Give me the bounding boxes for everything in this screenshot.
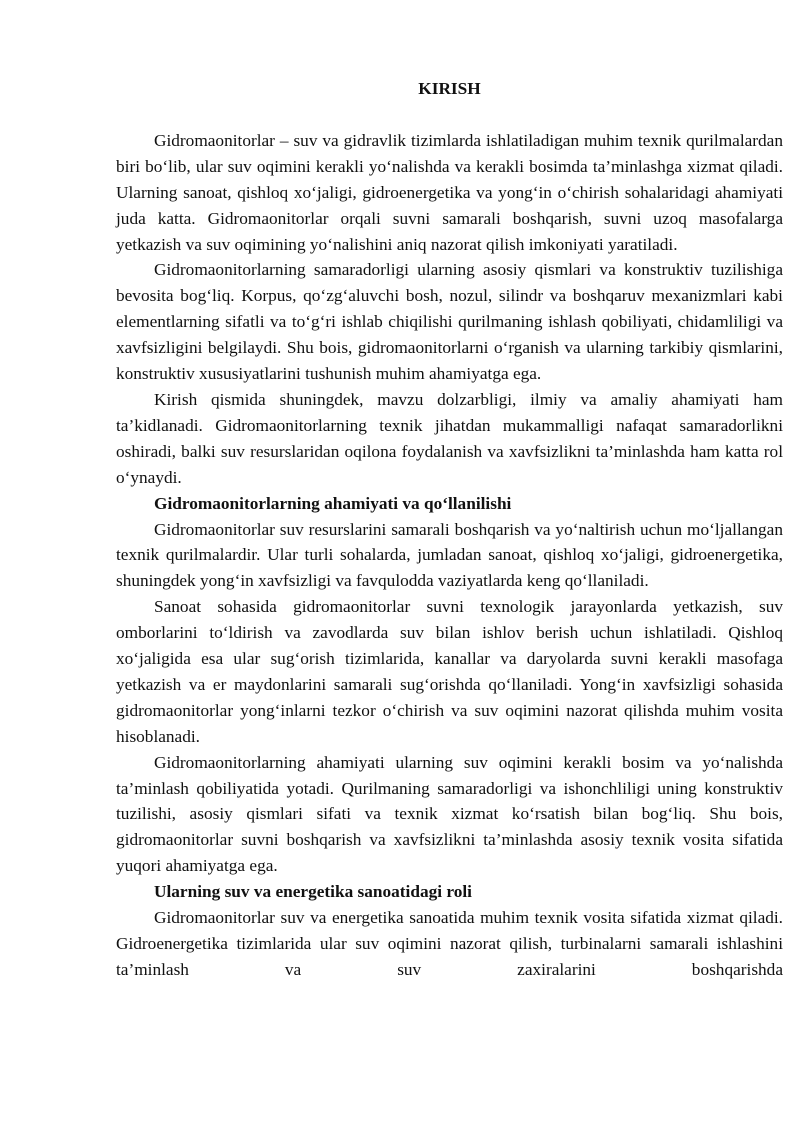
intro-paragraph-3: Kirish qismida shuningdek, mavzu dolzarbligi, ilmiy va amaliy ahamiyati ham ta’kidlanadi. Gidromaonitorlarning texnik jihatdan mukammalligi nafaqat samaradorlikni oshiradi, balki suv resurslaridan oqilona foydalanish va xavfsizlikni ta’minlashda ham katta rol o‘ynaydi. [116, 389, 783, 487]
section1-paragraph-3: Gidromaonitorlarning ahamiyati ularning suv oqimini kerakli bosim va yo‘nalishda ta’minlash qobiliyatida yotadi. Qurilmaning samaradorligi va ishonchliligi uning konstruktiv tuzilishi, asosiy qismlari sifati va texnik xizmat ko‘rsatish bilan bog‘liq. Shu bois, gidromaonitorlar suvni boshqarish va xavfsizlikni ta’minlashda asosiy texnik vosita sifatida yuqori ahamiyatga ega. [116, 752, 783, 876]
section1-paragraph-2: Sanoat sohasida gidromaonitorlar suvni texnologik jarayonlarda yetkazish, suv omborlarini to‘ldirish va zavodlarda suv bilan ishlov berish uchun ishlatiladi. Qishloq xo‘jaligida esa ular sug‘orish tizimlarida, kanallar va daryolarda suvni kerakli masofaga yetkazish va er maydonlarini samarali sug‘orishda qo‘llaniladi. Yong‘in xavfsizligi sohasida gidromaonitorlar yong‘inlarni tezkor o‘chirish va suv oqimini nazorat qilishda muhim vosita hisoblanadi. [116, 597, 783, 746]
page-title: KIRISH [418, 79, 481, 98]
document-page [116, 76, 783, 983]
section-heading-energy-role: Ularning suv va energetika sanoatidagi roli [154, 882, 472, 902]
intro-paragraph-2: Gidromaonitorlarning samaradorligi ularning asosiy qismlari va konstruktiv tuzilishiga bevosita bog‘liq. Korpus, qo‘zg‘aluvchi bosh, nozul, silindr va boshqaruv mexanizmlari kabi elementlarning sifatli va to‘g‘ri ishlab chiqilishi qurilmaning ishlash qobiliyati, chidamliligi va xavfsizligini belgilaydi. Shu bois, gidromaonitorlarni o‘rganish va ularning tarkibiy qismlarini, konstruktiv xususiyatlarini tushunish muhim ahamiyatga ega. [116, 260, 783, 384]
section-heading-significance: Gidromaonitorlarning ahamiyati va qo‘llanilishi [154, 493, 512, 513]
section2-paragraph-1: Gidromaonitorlar suv va energetika sanoatida muhim texnik vosita sifatida xizmat qiladi. Gidroenergetika tizimlarida ular suv oqimini nazorat qilish, turbinalarni samarali ishlashini ta’minlash va suv zaxiralarini boshqarishda [116, 908, 783, 979]
section1-paragraph-1: Gidromaonitorlar suv resurslarini samarali boshqarish va yo‘naltirish uchun mo‘ljallangan texnik qurilmalardir. Ular turli sohalarda, jumladan sanoat, qishloq xo‘jaligi, gidroenergetika, shuningdek yong‘in xavfsizligi va favqulodda vaziyatlarda keng qo‘llaniladi. [116, 519, 783, 591]
intro-paragraph-1: Gidromaonitorlar – suv va gidravlik tizimlarda ishlatiladigan muhim texnik qurilmalardan biri bo‘lib, ular suv oqimini kerakli yo‘nalishda va kerakli bosimda ta’minlashga xizmat qiladi. Ularning sanoat, qishloq xo‘jaligi, gidroenergetika va yong‘in o‘chirish sohalaridagi ahamiyati juda katta. Gidromaonitorlar orqali suvni samarali boshqarish, suvni uzoq masofalarga yetkazish va suv oqimining yo‘nalishini aniq nazorat qilish imkoniyati yaratiladi. [116, 130, 783, 254]
